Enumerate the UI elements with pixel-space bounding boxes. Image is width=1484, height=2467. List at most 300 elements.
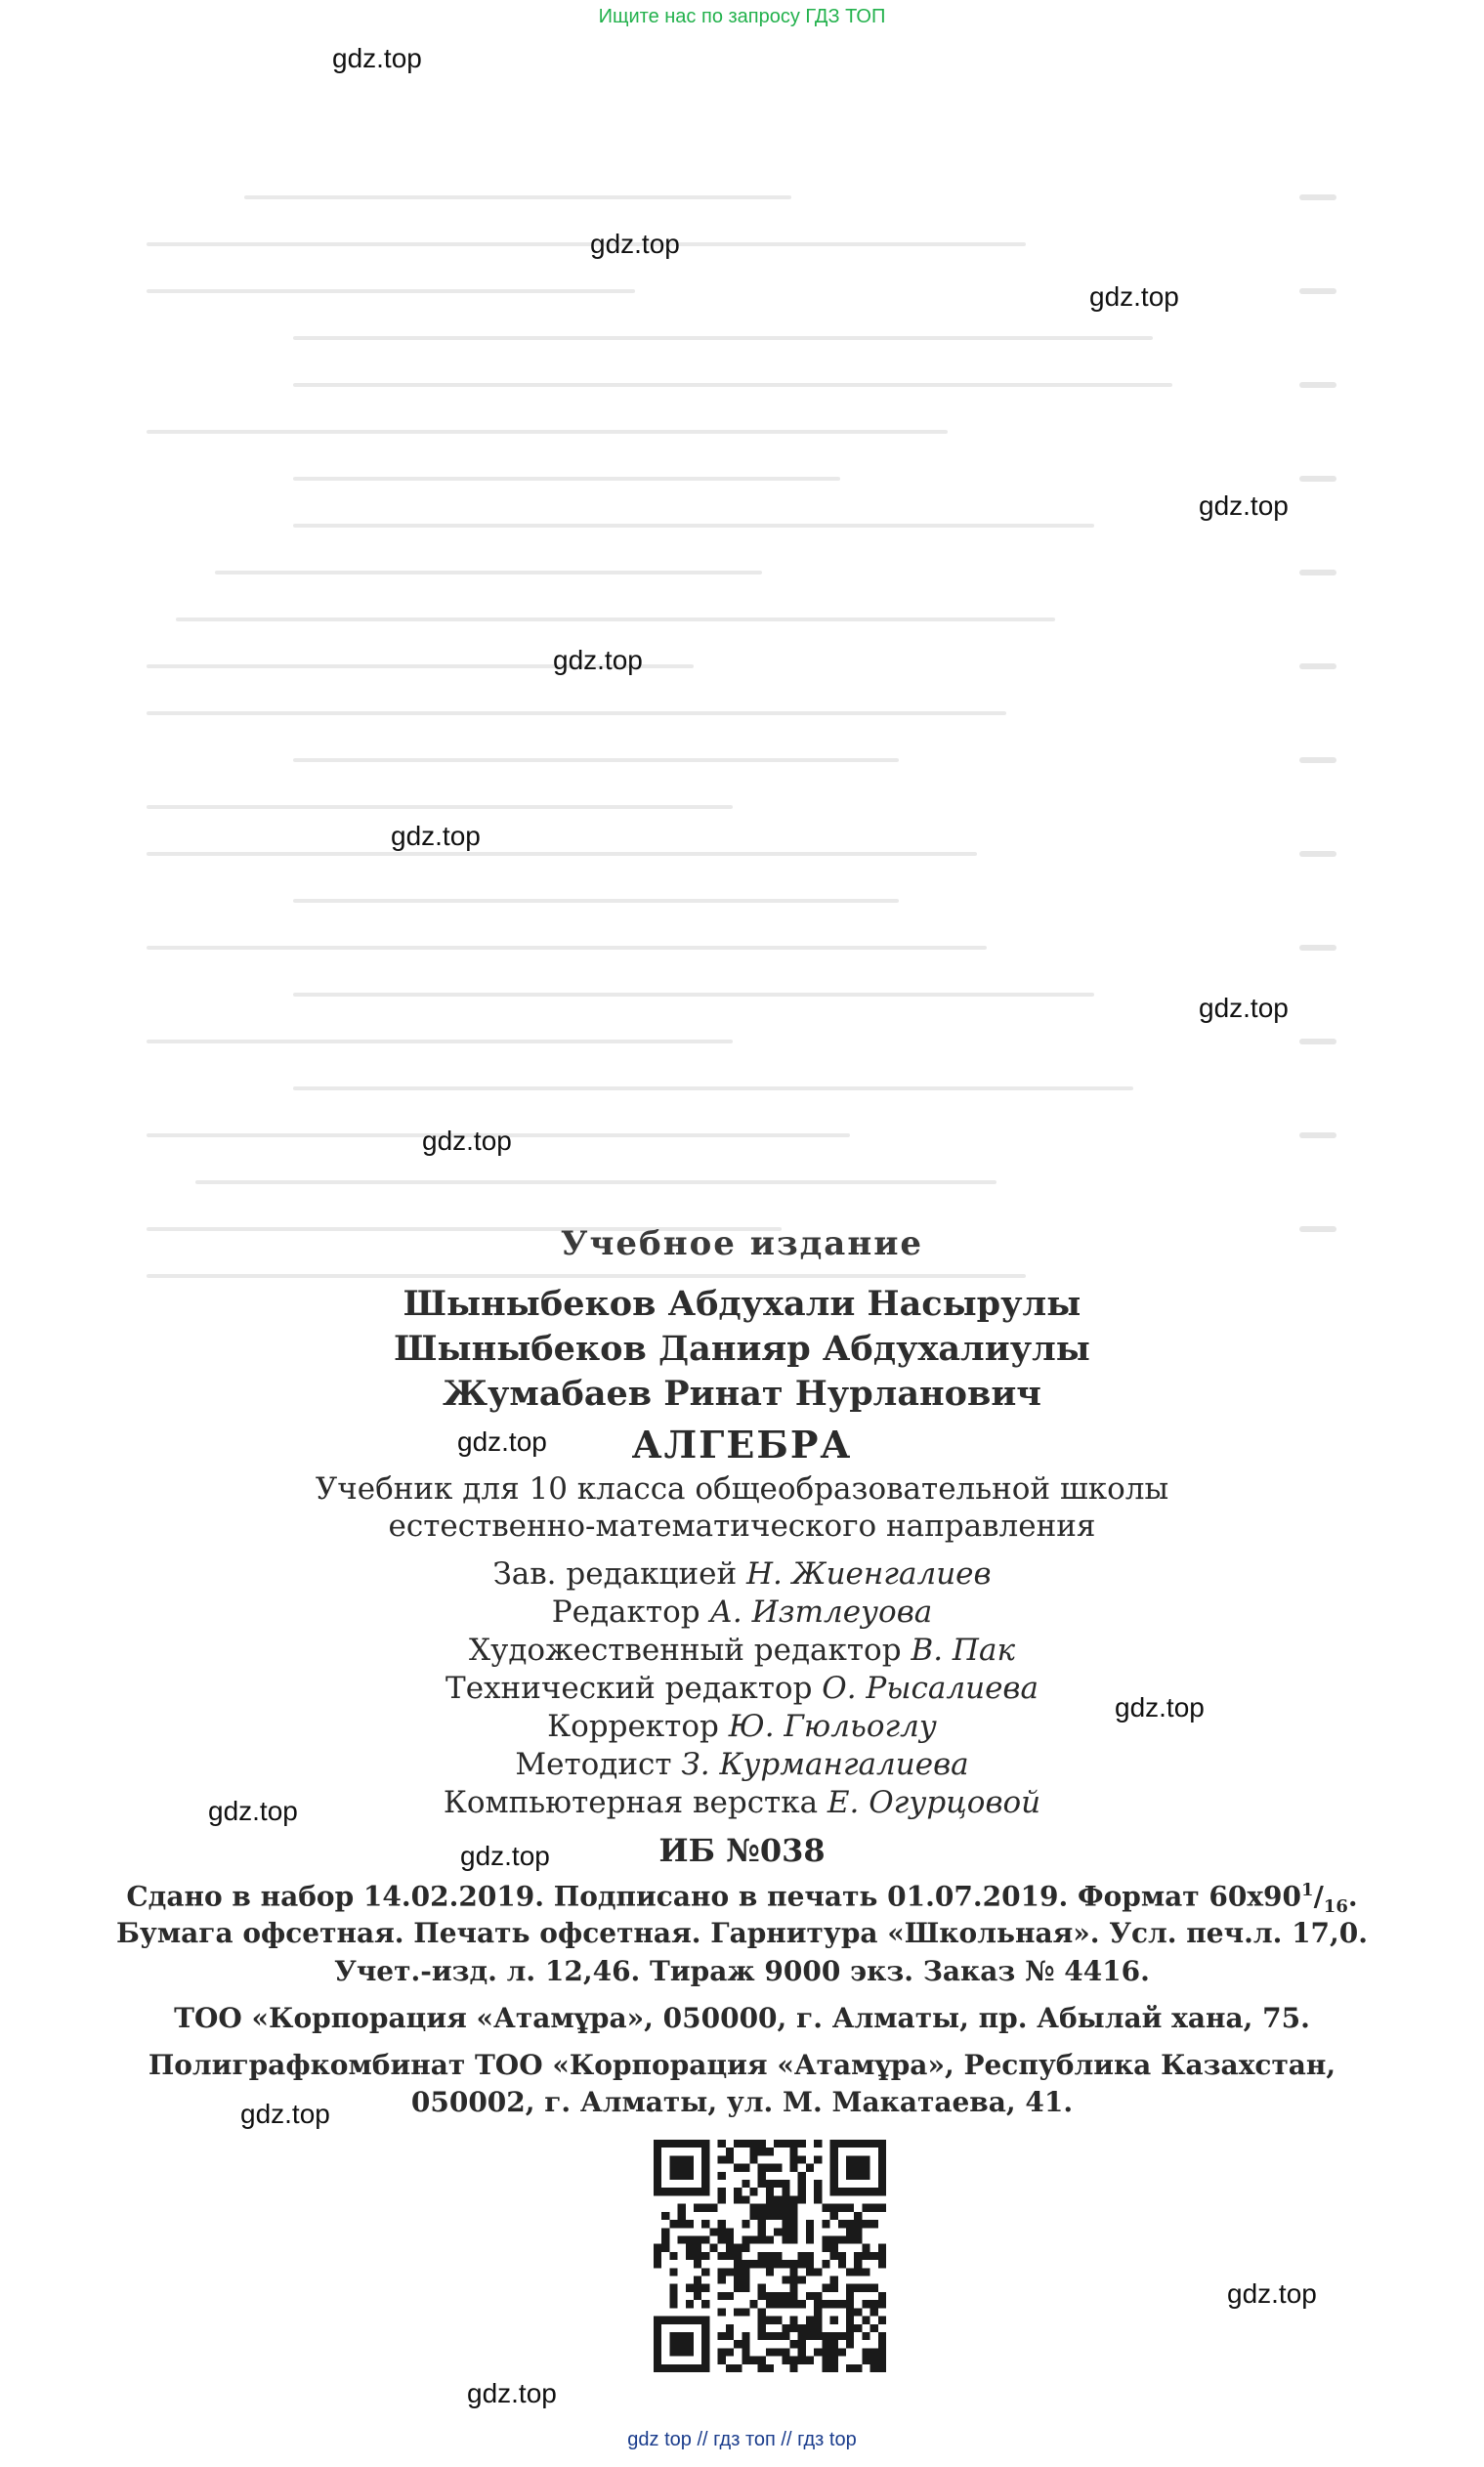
- qr-module: [742, 2220, 749, 2228]
- qr-module: [678, 2204, 686, 2212]
- qr-module: [742, 2268, 749, 2276]
- credit-line: [0, 1785, 1484, 1820]
- credit-role: Редактор: [551, 1595, 700, 1630]
- qr-module: [766, 2148, 774, 2155]
- watermark: gdz.top: [590, 229, 680, 259]
- qr-module: [726, 2155, 734, 2163]
- qr-module: [846, 2364, 854, 2372]
- qr-module: [854, 2220, 862, 2228]
- qr-module: [709, 2244, 717, 2252]
- qr-module: [678, 2235, 686, 2243]
- qr-module: [814, 2180, 822, 2188]
- qr-module: [774, 2195, 782, 2203]
- qr-module: [701, 2252, 709, 2260]
- qr-module: [766, 2332, 774, 2340]
- qr-module: [774, 2140, 782, 2148]
- qr-module: [854, 2228, 862, 2235]
- qr-module: [654, 2260, 661, 2268]
- footer-link[interactable]: гдз top: [797, 2429, 857, 2450]
- watermark: gdz.top: [1199, 993, 1289, 1023]
- qr-module: [830, 2204, 838, 2212]
- qr-module: [790, 2357, 798, 2364]
- qr-module: [798, 2357, 806, 2364]
- qr-module: [790, 2212, 798, 2220]
- book-subtitle: естественно-математического направления: [388, 1509, 1096, 1544]
- qr-module: [838, 2252, 846, 2260]
- qr-module: [766, 2212, 774, 2220]
- qr-module: [718, 2155, 726, 2163]
- qr-module: [734, 2195, 742, 2203]
- qr-module: [758, 2212, 766, 2220]
- qr-module: [734, 2364, 742, 2372]
- qr-module: [718, 2235, 726, 2243]
- qr-module: [774, 2252, 782, 2260]
- qr-module: [878, 2348, 886, 2356]
- qr-module: [822, 2364, 829, 2372]
- qr-module: [718, 2188, 726, 2195]
- qr-module: [798, 2260, 806, 2268]
- credit-role: Компьютерная верстка: [443, 1785, 819, 1820]
- qr-module: [838, 2260, 846, 2268]
- bleed-through-line: [293, 524, 1094, 528]
- qr-module: [774, 2292, 782, 2300]
- qr-module: [806, 2220, 814, 2228]
- qr-module: [782, 2292, 789, 2300]
- qr-module: [694, 2252, 701, 2260]
- footer-separator: //: [781, 2429, 792, 2450]
- qr-module: [686, 2252, 694, 2260]
- qr-module: [822, 2244, 829, 2252]
- qr-module: [749, 2204, 757, 2212]
- qr-module: [870, 2300, 878, 2308]
- qr-module: [790, 2220, 798, 2228]
- bleed-through-line: [293, 899, 899, 903]
- qr-module: [654, 2244, 661, 2252]
- bleed-through-page-number: [1299, 570, 1336, 575]
- qr-module: [830, 2252, 838, 2260]
- qr-module: [814, 2268, 822, 2276]
- qr-module: [749, 2300, 757, 2308]
- credit-name: В. Пак: [911, 1633, 1015, 1668]
- credit-name: Ю. Гюльоглу: [728, 1709, 937, 1744]
- qr-module: [742, 2180, 749, 2188]
- qr-module: [694, 2292, 701, 2300]
- watermark: gdz.top: [457, 1426, 547, 1457]
- qr-module: [749, 2212, 757, 2220]
- book-subtitle: Учебник для 10 класса общеобразовательной школы: [315, 1471, 1169, 1507]
- bleed-through-page-number: [1299, 945, 1336, 951]
- qr-module: [758, 2317, 766, 2324]
- qr-module: [782, 2300, 789, 2308]
- qr-module: [758, 2140, 766, 2148]
- qr-module: [838, 2348, 846, 2356]
- qr-module: [669, 2252, 677, 2260]
- qr-module: [878, 2204, 886, 2212]
- qr-module: [749, 2260, 757, 2268]
- qr-module: [742, 2308, 749, 2316]
- qr-module: [862, 2284, 869, 2292]
- author-name: Шыныбеков Данияр Абдухалиулы: [394, 1329, 1090, 1369]
- qr-module: [822, 2357, 829, 2364]
- qr-module: [798, 2332, 806, 2340]
- print-info-end: .: [1347, 1880, 1358, 1913]
- qr-module: [774, 2300, 782, 2308]
- qr-module: [701, 2204, 709, 2212]
- qr-module: [830, 2348, 838, 2356]
- qr-module: [678, 2212, 686, 2220]
- qr-module: [718, 2348, 726, 2356]
- bleed-through-line: [147, 1040, 733, 1043]
- credit-role: Художественный редактор: [469, 1633, 902, 1668]
- edition-label: Учебное издание: [560, 1224, 924, 1263]
- qr-module: [742, 2195, 749, 2203]
- qr-module: [806, 2324, 814, 2332]
- qr-module: [782, 2204, 789, 2212]
- qr-module: [766, 2364, 774, 2372]
- qr-module: [798, 2172, 806, 2180]
- qr-module: [798, 2348, 806, 2356]
- print-info-line: Сдано в набор 14.02.2019. Подписано в печать 01.07.2019. Формат $60х90^1/_{16}$.: [126, 1880, 1358, 1917]
- qr-module: [878, 2317, 886, 2324]
- bleed-through-line: [195, 1180, 996, 1184]
- bleed-through-page-number: [1299, 1039, 1336, 1044]
- qr-module: [742, 2244, 749, 2252]
- qr-module: [766, 2195, 774, 2203]
- qr-module: [790, 2324, 798, 2332]
- qr-module: [854, 2252, 862, 2260]
- qr-module: [870, 2364, 878, 2372]
- qr-module: [782, 2332, 789, 2340]
- qr-module: [846, 2220, 854, 2228]
- qr-module: [830, 2317, 838, 2324]
- qr-module: [822, 2340, 829, 2348]
- ib-number: ИБ №038: [658, 1832, 826, 1869]
- qr-module: [790, 2317, 798, 2324]
- qr-module: [734, 2164, 742, 2172]
- qr-module: [830, 2284, 838, 2292]
- qr-module: [862, 2244, 869, 2252]
- qr-module: [822, 2284, 829, 2292]
- watermark: gdz.top: [460, 1841, 550, 1871]
- bleed-through-line: [147, 430, 948, 434]
- qr-module: [734, 2284, 742, 2292]
- qr-module: [709, 2204, 717, 2212]
- qr-module: [878, 2244, 886, 2252]
- qr-module: [742, 2332, 749, 2340]
- qr-module: [822, 2348, 829, 2356]
- qr-module: [790, 2284, 798, 2292]
- qr-module: [686, 2300, 694, 2308]
- qr-module: [878, 2260, 886, 2268]
- qr-module: [766, 2188, 774, 2195]
- qr-module: [758, 2252, 766, 2260]
- top-banner[interactable]: Ищите нас по запросу ГДЗ ТОП: [598, 6, 886, 27]
- qr-module: [830, 2244, 838, 2252]
- qr-module: [758, 2220, 766, 2228]
- qr-module: [862, 2332, 869, 2340]
- qr-module: [718, 2276, 726, 2284]
- qr-module: [718, 2228, 726, 2235]
- watermark: gdz.top: [422, 1126, 512, 1156]
- qr-module: [838, 2204, 846, 2212]
- qr-module: [838, 2235, 846, 2243]
- qr-module: [701, 2220, 709, 2228]
- qr-module: [726, 2324, 734, 2332]
- qr-module: [862, 2348, 869, 2356]
- qr-module: [749, 2140, 757, 2148]
- qr-module: [878, 2364, 886, 2372]
- qr-module: [862, 2317, 869, 2324]
- qr-module: [686, 2220, 694, 2228]
- credit-line: [0, 1556, 1484, 1592]
- bleed-through-line: [293, 993, 1094, 997]
- qr-module: [790, 2195, 798, 2203]
- bleed-through-page-number: [1299, 663, 1336, 669]
- qr-module: [862, 2357, 869, 2364]
- qr-module: [686, 2284, 694, 2292]
- qr-module: [669, 2268, 677, 2276]
- qr-module: [661, 2228, 669, 2235]
- qr-module: [749, 2357, 757, 2364]
- bleed-through-line: [293, 336, 1153, 340]
- qr-module: [798, 2252, 806, 2260]
- bleed-through-line: [147, 805, 733, 809]
- qr-module: [782, 2235, 789, 2243]
- qr-module: [718, 2308, 726, 2316]
- credit-line: [0, 1633, 1484, 1668]
- qr-module: [718, 2252, 726, 2260]
- bleed-through-page-number: [1299, 851, 1336, 857]
- qr-module: [782, 2220, 789, 2228]
- qr-module: [749, 2148, 757, 2155]
- qr-module: [669, 2300, 677, 2308]
- qr-module: [862, 2252, 869, 2260]
- qr-module: [694, 2235, 701, 2243]
- qr-module: [774, 2260, 782, 2268]
- qr-module: [838, 2220, 846, 2228]
- author-name: Шыныбеков Абдухали Насырулы: [403, 1284, 1081, 1324]
- qr-module: [782, 2348, 789, 2356]
- credit-name: А. Изтлеуова: [709, 1595, 933, 1630]
- qr-module: [678, 2220, 686, 2228]
- qr-module: [774, 2180, 782, 2188]
- bleed-through-line: [147, 289, 635, 293]
- qr-module: [790, 2300, 798, 2308]
- qr-module: [846, 2155, 870, 2180]
- qr-module: [766, 2180, 774, 2188]
- qr-module: [814, 2292, 822, 2300]
- qr-module: [701, 2268, 709, 2276]
- qr-module: [749, 2188, 757, 2195]
- qr-module: [718, 2332, 726, 2340]
- qr-module: [870, 2204, 878, 2212]
- qr-module: [734, 2244, 742, 2252]
- bleed-through-page-number: [1299, 382, 1336, 388]
- qr-module: [782, 2195, 789, 2203]
- qr-module: [734, 2308, 742, 2316]
- bleed-through-line: [147, 711, 1006, 715]
- qr-module: [830, 2235, 838, 2243]
- qr-module: [782, 2188, 789, 2195]
- qr-module: [774, 2317, 782, 2324]
- qr-module: [846, 2292, 854, 2300]
- qr-module: [878, 2340, 886, 2348]
- qr-module: [686, 2235, 694, 2243]
- qr-module: [766, 2300, 774, 2308]
- bleed-through-line: [293, 383, 1172, 387]
- watermark: gdz.top: [1089, 281, 1179, 312]
- qr-module: [878, 2252, 886, 2260]
- qr-module: [782, 2276, 789, 2284]
- qr-module: [726, 2268, 734, 2276]
- qr-module: [726, 2235, 734, 2243]
- qr-module: [734, 2252, 742, 2260]
- footer-separator: //: [697, 2429, 708, 2450]
- bleed-through-line: [147, 946, 987, 950]
- qr-module: [798, 2300, 806, 2308]
- watermark: gdz.top: [332, 43, 422, 73]
- qr-module: [669, 2220, 677, 2228]
- qr-module: [806, 2228, 814, 2235]
- qr-module: [758, 2308, 766, 2316]
- qr-module: [870, 2284, 878, 2292]
- qr-module: [701, 2235, 709, 2243]
- qr-module: [806, 2268, 814, 2276]
- qr-module: [774, 2228, 782, 2235]
- qr-module: [854, 2235, 862, 2243]
- watermark: gdz.top: [240, 2099, 330, 2129]
- qr-module: [734, 2340, 742, 2348]
- qr-module: [806, 2252, 814, 2260]
- qr-module: [701, 2300, 709, 2308]
- qr-module: [830, 2357, 838, 2364]
- qr-module: [749, 2155, 757, 2163]
- qr-module: [854, 2284, 862, 2292]
- qr-module: [742, 2340, 749, 2348]
- qr-module: [806, 2332, 814, 2340]
- print-info-text: Сдано в набор 14.02.2019. Подписано в печать 01.07.2019. Формат 60х90: [126, 1880, 1302, 1913]
- qr-module: [718, 2195, 726, 2203]
- printer-address: 050002, г. Алматы, ул. М. Макатаева, 41.: [410, 2086, 1074, 2118]
- qr-module: [766, 2260, 774, 2268]
- print-info-line: Бумага офсетная. Печать офсетная. Гарнитура «Школьная». Усл. печ.л. 17,0.: [115, 1917, 1369, 1949]
- qr-module: [766, 2235, 774, 2243]
- bleed-through-page-number: [1299, 1132, 1336, 1138]
- qr-module: [782, 2212, 789, 2220]
- qr-module: [790, 2228, 798, 2235]
- bleed-through-line: [147, 242, 1026, 246]
- qr-module: [790, 2148, 798, 2155]
- qr-code: [654, 2140, 886, 2372]
- qr-module: [774, 2332, 782, 2340]
- qr-module: [758, 2324, 766, 2332]
- qr-module: [790, 2204, 798, 2212]
- qr-module: [798, 2324, 806, 2332]
- qr-module: [766, 2292, 774, 2300]
- qr-module: [798, 2340, 806, 2348]
- qr-module: [694, 2244, 701, 2252]
- qr-module: [862, 2268, 869, 2276]
- qr-module: [790, 2155, 798, 2163]
- qr-module: [734, 2276, 742, 2284]
- qr-module: [862, 2220, 869, 2228]
- qr-module: [766, 2268, 774, 2276]
- qr-module: [814, 2140, 822, 2148]
- qr-module: [790, 2276, 798, 2284]
- qr-module: [822, 2260, 829, 2268]
- credit-name: З. Курмангалиева: [681, 1747, 969, 1782]
- footer-link[interactable]: gdz top: [627, 2429, 692, 2450]
- qr-module: [790, 2268, 798, 2276]
- qr-module: [726, 2244, 734, 2252]
- qr-module: [790, 2260, 798, 2268]
- qr-module: [830, 2340, 838, 2348]
- qr-module: [878, 2357, 886, 2364]
- bleed-through-page-number: [1299, 476, 1336, 482]
- qr-module: [878, 2332, 886, 2340]
- qr-module: [718, 2357, 726, 2364]
- qr-module: [669, 2332, 694, 2357]
- qr-module: [766, 2252, 774, 2260]
- qr-module: [774, 2204, 782, 2212]
- qr-module: [774, 2212, 782, 2220]
- credit-line: [0, 1709, 1484, 1744]
- qr-module: [822, 2235, 829, 2243]
- qr-module: [758, 2364, 766, 2372]
- qr-module: [790, 2340, 798, 2348]
- credit-name: О. Рысалиева: [822, 1671, 1039, 1706]
- qr-module: [854, 2268, 862, 2276]
- qr-module: [758, 2284, 766, 2292]
- qr-module: [782, 2140, 789, 2148]
- qr-module: [758, 2180, 766, 2188]
- credit-role: Методист: [515, 1747, 672, 1782]
- qr-module: [742, 2140, 749, 2148]
- qr-module: [742, 2348, 749, 2356]
- footer-link[interactable]: гдз топ: [713, 2429, 776, 2450]
- credit-line: [0, 1595, 1484, 1630]
- qr-module: [766, 2164, 774, 2172]
- qr-module: [718, 2292, 726, 2300]
- qr-module: [870, 2357, 878, 2364]
- qr-module: [870, 2252, 878, 2260]
- credit-name: Н. Жиенгалиев: [746, 1556, 992, 1592]
- qr-module: [718, 2140, 726, 2148]
- qr-module: [726, 2148, 734, 2155]
- author-name: Жумабаев Ринат Нурланович: [443, 1374, 1041, 1414]
- bleed-through-line: [293, 1086, 1133, 1090]
- qr-module: [806, 2317, 814, 2324]
- qr-module: [758, 2332, 766, 2340]
- bleed-through-line: [293, 477, 840, 481]
- qr-module: [742, 2284, 749, 2292]
- qr-module: [694, 2260, 701, 2268]
- qr-module: [822, 2204, 829, 2212]
- qr-module: [734, 2260, 742, 2268]
- qr-module: [742, 2276, 749, 2284]
- qr-module: [878, 2300, 886, 2308]
- bleed-through-line: [293, 758, 899, 762]
- qr-module: [806, 2357, 814, 2364]
- qr-module: [814, 2195, 822, 2203]
- qr-module: [661, 2244, 669, 2252]
- qr-module: [806, 2164, 814, 2172]
- credit-role: Зав. редакцией: [492, 1556, 738, 1592]
- qr-module: [758, 2260, 766, 2268]
- qr-module: [790, 2164, 798, 2172]
- qr-module: [694, 2276, 701, 2284]
- qr-module: [830, 2212, 838, 2220]
